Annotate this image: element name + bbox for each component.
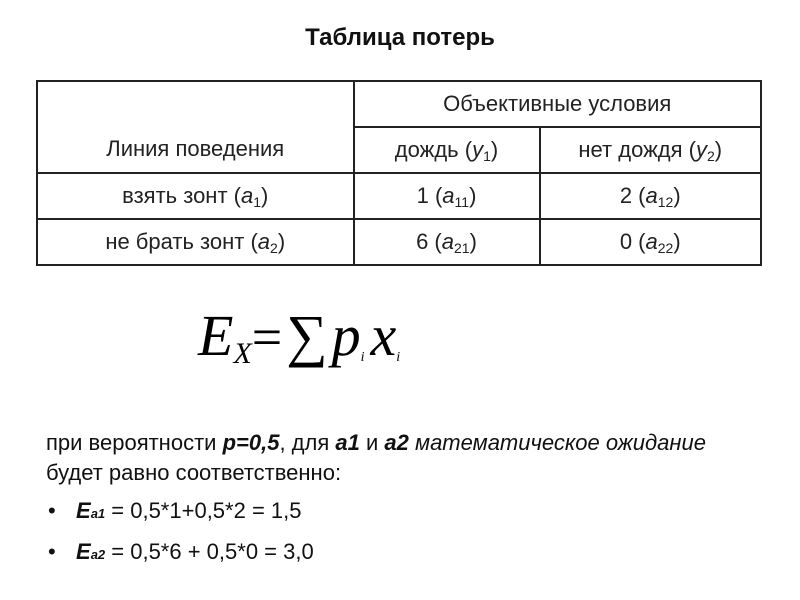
sigma-icon: ∑	[286, 303, 328, 368]
row-label: взять зонт $(a_1)$	[37, 173, 354, 219]
formula-equals: =	[251, 307, 283, 367]
list-item: • Ea2 = 0,5*6 + 0,5*0 = 3,0	[46, 537, 766, 570]
cell-value: 6 $(a_{21})$	[354, 219, 540, 265]
intro-paragraph: при вероятности p=0,5, для a1 и a2 математическое ожидание будет равно соответственно:	[46, 430, 706, 485]
formula-lhs-sub: X	[233, 337, 252, 370]
behavior-header: Линия поведения	[37, 81, 354, 173]
probability-value: p=0,5	[222, 430, 280, 455]
row-label: не брать зонт $(a_2)$	[37, 219, 354, 265]
explanation-text	[46, 428, 766, 578]
cell-value: 2 $(a_{12})$	[540, 173, 761, 219]
cell-value: 1 $(a_{11})$	[354, 173, 540, 219]
results-list	[46, 496, 766, 570]
table-row	[37, 219, 761, 265]
loss-table	[36, 80, 762, 266]
formula-x: x	[370, 303, 397, 368]
math-expectation-term: математическое ожидание	[414, 430, 706, 455]
a2-label: a2	[384, 430, 409, 455]
cell-value: 0 $(a_{22})$	[540, 219, 761, 265]
formula-lhs: E	[198, 303, 234, 368]
expected-value-formula	[198, 302, 406, 369]
page-title: Таблица потерь	[305, 24, 495, 51]
formula-p-sub: i	[360, 350, 365, 365]
formula-x-sub: i	[396, 350, 401, 365]
list-item: • Ea1 = 0,5*1+0,5*2 = 1,5	[46, 496, 766, 529]
formula-p: p	[331, 303, 361, 368]
condition-rain-header: дождь $(y_1)$	[354, 127, 540, 173]
a1-label: a1	[335, 430, 360, 455]
conditions-header: Объективные условия	[354, 81, 762, 127]
table-header-row	[37, 81, 761, 127]
table-row	[37, 173, 761, 219]
condition-no-rain-header: нет дождя $(y_2)$	[540, 127, 761, 173]
